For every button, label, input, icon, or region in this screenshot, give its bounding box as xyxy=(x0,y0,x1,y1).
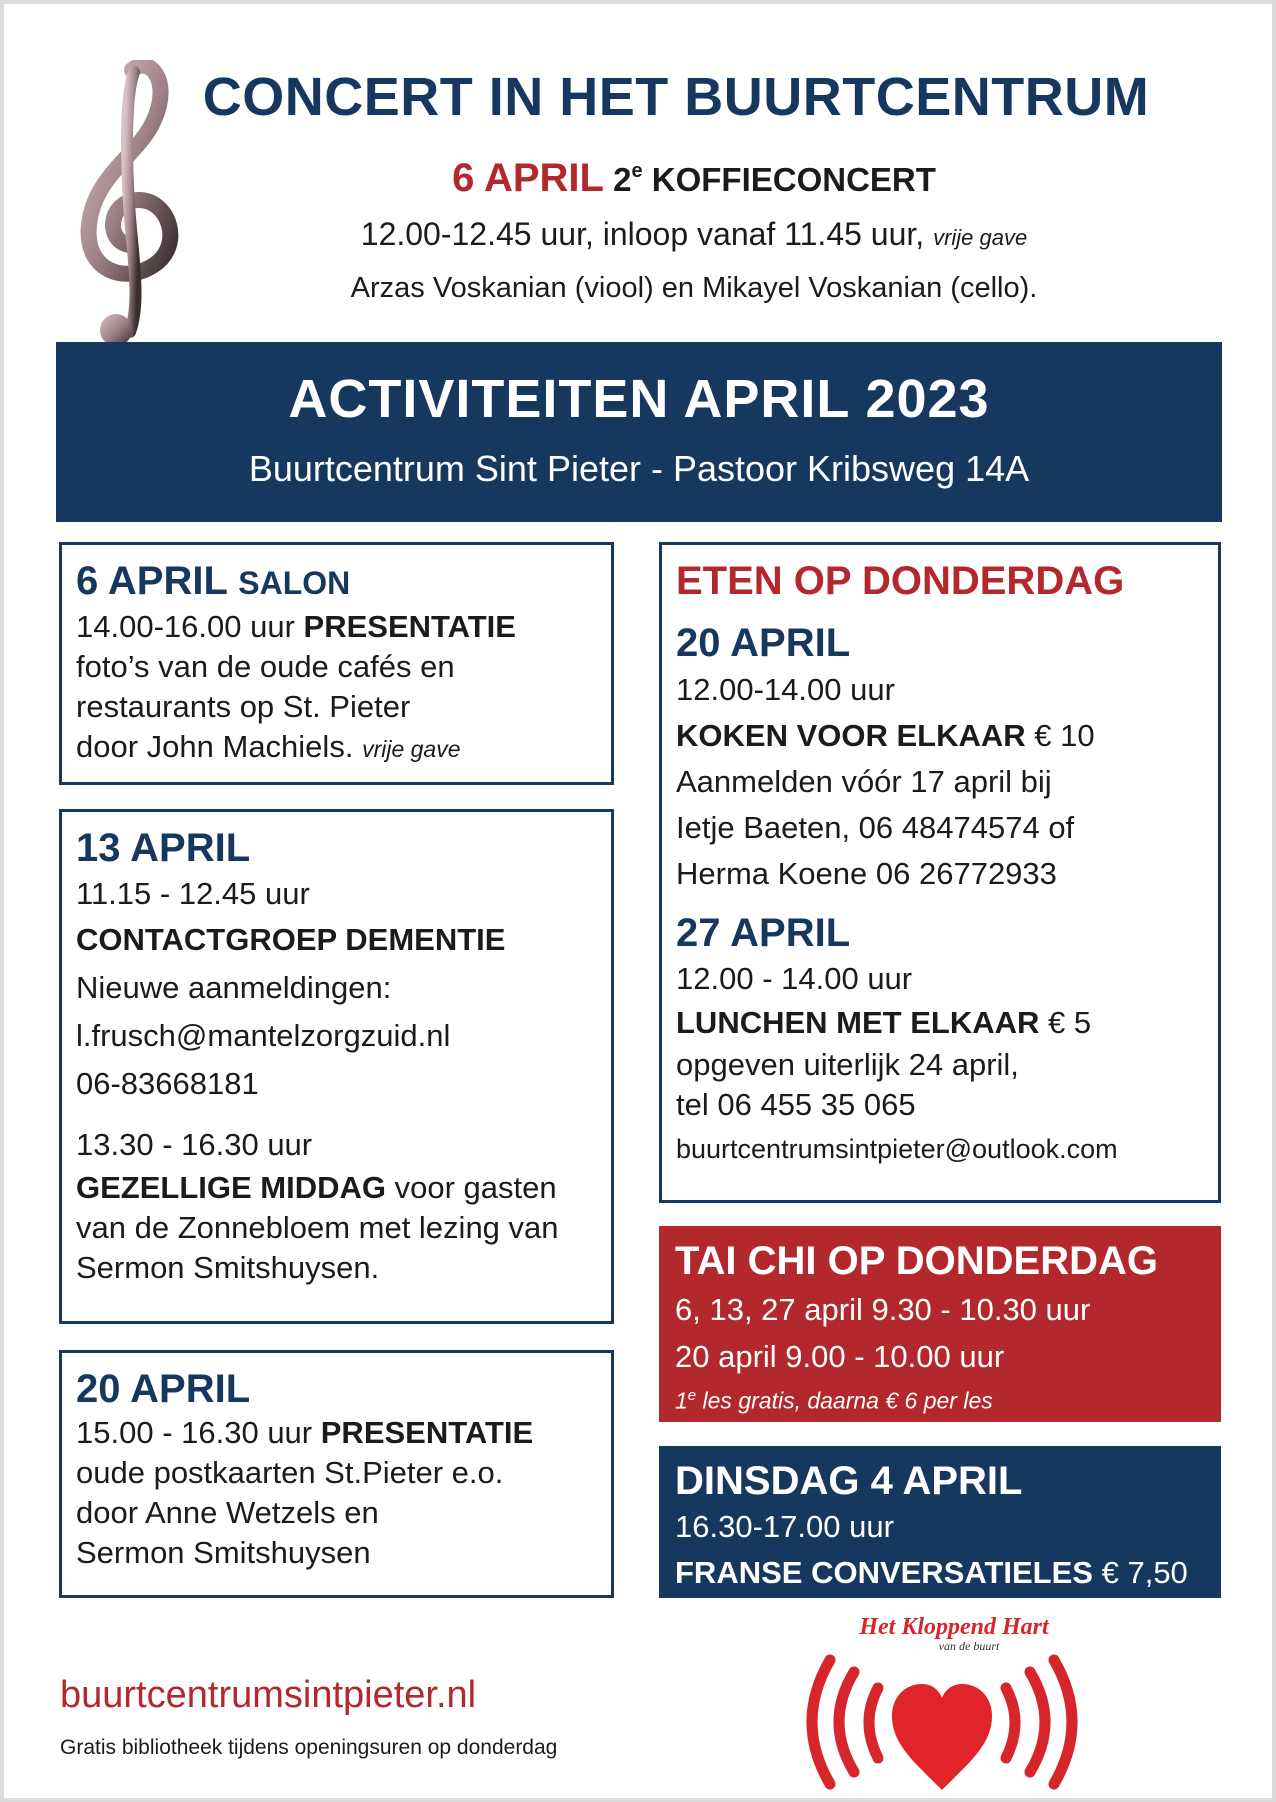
concert-date: 6 APRIL xyxy=(452,156,604,200)
taichi-title: TAI CHI OP DONDERDAG xyxy=(675,1239,1158,1283)
eten-name2: LUNCHEN MET ELKAAR xyxy=(676,1005,1040,1040)
april13-time1: 11.15 - 12.45 uur xyxy=(76,876,310,911)
april13-line1: Nieuwe aanmeldingen: xyxy=(76,970,392,1005)
heart-icon xyxy=(892,1684,992,1790)
dinsdag-box xyxy=(659,1446,1221,1598)
april20-date: 20 APRIL xyxy=(76,1367,251,1411)
activities-banner xyxy=(56,342,1222,522)
website-link[interactable]: buurtcentrumsintpieter.nl xyxy=(60,1674,477,1716)
kloppend-hart-logo xyxy=(794,1612,1104,1792)
salon-box xyxy=(59,542,614,785)
concert-time-line xyxy=(134,216,1254,253)
dinsdag-price: € 7,50 xyxy=(1101,1555,1188,1590)
april13-box xyxy=(59,809,614,1324)
concert-date-line xyxy=(104,156,1272,201)
april13-date: 13 APRIL xyxy=(76,826,251,870)
logo-line1: Het Kloppend Hart xyxy=(859,1614,1049,1640)
eten-line2: Ietje Baeten, 06 48474574 of xyxy=(676,810,1075,845)
dinsdag-time: 16.30-17.00 uur xyxy=(675,1509,894,1544)
eten-line3: Herma Koene 06 26772933 xyxy=(676,856,1057,891)
taichi-line1: 6, 13, 27 april 9.30 - 10.30 uur xyxy=(675,1292,1091,1327)
banner-subtitle: Buurtcentrum Sint Pieter - Pastoor Kribsweg 14A xyxy=(248,448,1030,489)
april13-phone: 06-83668181 xyxy=(76,1066,259,1101)
concert-time: 12.00-12.45 uur, inloop vanaf 11.45 uur, xyxy=(360,216,925,252)
taichi-note: les gratis, daarna € 6 per les xyxy=(702,1387,993,1414)
april20-line2: door Anne Wetzels en xyxy=(76,1495,379,1530)
salon-donation: vrije gave xyxy=(362,736,461,762)
eten-price2: € 5 xyxy=(1048,1005,1092,1040)
salon-label: SALON xyxy=(238,565,351,601)
april13-line4: Sermon Smitshuysen. xyxy=(76,1250,380,1285)
dinsdag-title: DINSDAG 4 APRIL xyxy=(675,1459,1023,1503)
april20-line1: oude postkaarten St.Pieter e.o. xyxy=(76,1455,504,1490)
salon-date: 6 APRIL xyxy=(76,559,228,603)
library-note: Gratis bibliotheek tijdens openingsuren op donderdag xyxy=(60,1736,558,1759)
eten-line5: tel 06 455 35 065 xyxy=(676,1087,916,1122)
logo-line2: van de buurt xyxy=(938,1639,1000,1653)
concert-edition-sup: e xyxy=(631,160,643,182)
eten-title: ETEN OP DONDERDAG xyxy=(676,559,1125,603)
salon-line3: door John Machiels. xyxy=(76,729,354,764)
dinsdag-name: FRANSE CONVERSATIELES xyxy=(675,1555,1093,1590)
april13-line2: voor gasten xyxy=(394,1170,557,1205)
concert-performers: Arzas Voskanian (viool) en Mikayel Voskanian (cello). xyxy=(350,272,1038,304)
eten-line1: Aanmelden vóór 17 april bij xyxy=(676,764,1052,799)
eten-line4: opgeven uiterlijk 24 april, xyxy=(676,1047,1019,1082)
concert-donation: vrije gave xyxy=(933,225,1028,250)
eten-price1: € 10 xyxy=(1034,718,1095,753)
concert-edition-num: 2 xyxy=(613,161,632,198)
eten-time2: 12.00 - 14.00 uur xyxy=(676,961,913,996)
eten-date1: 20 APRIL xyxy=(676,621,851,665)
salon-kind: PRESENTATIE xyxy=(303,609,516,644)
april13-time2: 13.30 - 16.30 uur xyxy=(76,1127,313,1162)
taichi-box xyxy=(659,1226,1221,1422)
salon-line1: foto’s van de oude cafés en xyxy=(76,649,455,684)
april20-line3: Sermon Smitshuysen xyxy=(76,1535,371,1570)
april20-kind: PRESENTATIE xyxy=(320,1415,534,1450)
flyer-page xyxy=(4,4,1272,1798)
april13-email: l.frusch@mantelzorgzuid.nl xyxy=(76,1018,451,1053)
concert-title: CONCERT IN HET BUURTCENTRUM xyxy=(202,67,1150,127)
april20-box xyxy=(59,1350,614,1598)
april13-name2: GEZELLIGE MIDDAG xyxy=(76,1170,386,1205)
april20-time: 15.00 - 16.30 uur xyxy=(76,1415,313,1450)
april13-name1: CONTACTGROEP DEMENTIE xyxy=(76,922,506,957)
taichi-note-sup: e xyxy=(687,1387,697,1404)
eten-date2: 27 APRIL xyxy=(676,911,851,955)
eten-box xyxy=(659,542,1221,1203)
april13-line3: van de Zonnebloem met lezing van xyxy=(76,1210,559,1245)
eten-name1: KOKEN VOOR ELKAAR xyxy=(676,718,1026,753)
eten-email: buurtcentrumsintpieter@outlook.com xyxy=(676,1134,1118,1164)
salon-time: 14.00-16.00 uur xyxy=(76,609,295,644)
concert-edition-label: KOFFIECONCERT xyxy=(651,161,936,198)
salon-line2: restaurants op St. Pieter xyxy=(76,689,411,724)
banner-title: ACTIVITEITEN APRIL 2023 xyxy=(288,369,990,429)
taichi-note-num: 1 xyxy=(675,1387,688,1414)
taichi-line2: 20 april 9.00 - 10.00 uur xyxy=(675,1339,1005,1374)
eten-time1: 12.00-14.00 uur xyxy=(676,672,895,707)
